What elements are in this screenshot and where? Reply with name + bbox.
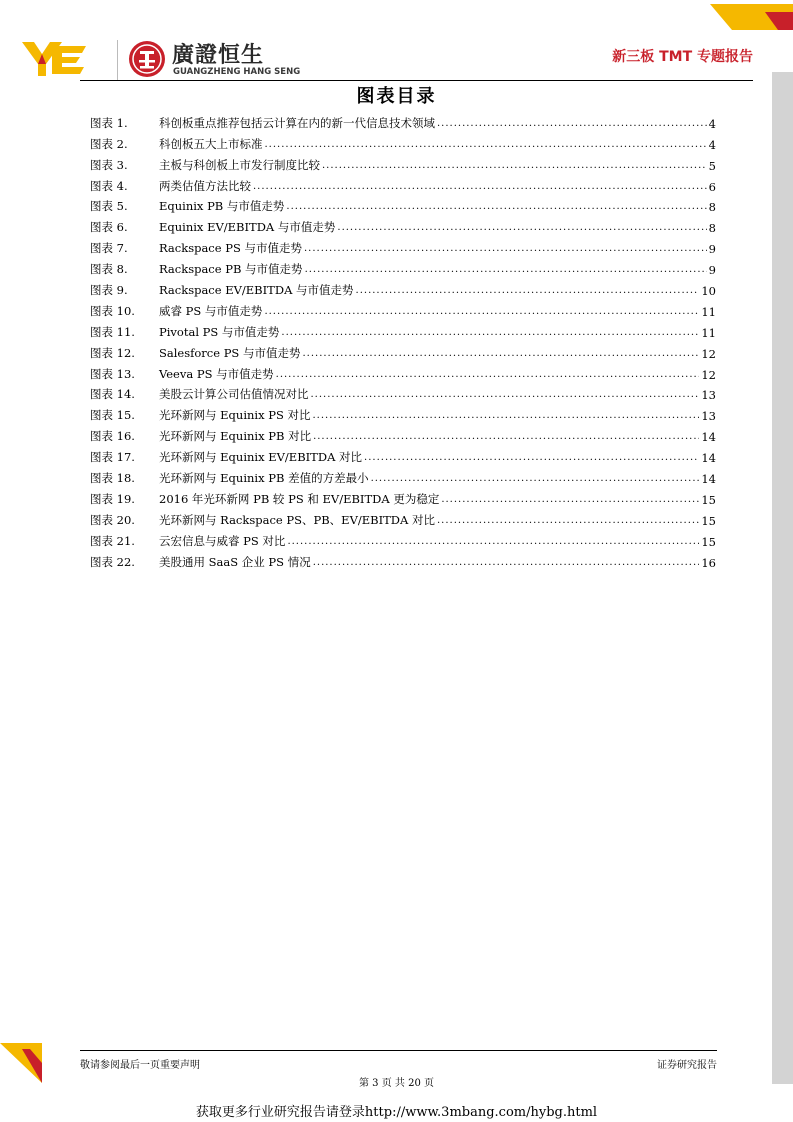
toc-entry-page: 5: [708, 158, 716, 173]
toc-leader-dots: [364, 451, 699, 465]
toc-entry-number: 图表 11.: [90, 324, 135, 339]
toc-entry-number: 图表 2.: [90, 136, 128, 151]
toc-entry-page: 14: [701, 430, 716, 445]
toc-entry-page: 16: [701, 555, 716, 570]
hang-seng-seal-icon: [128, 40, 166, 78]
toc-entry-title: 两类估值方法比较: [159, 178, 251, 193]
toc-entry-number: 图表 10.: [90, 303, 135, 318]
toc-entry-page: 4: [708, 116, 716, 131]
toc-leader-dots: [437, 117, 707, 131]
footer-disclaimer: 敬请参阅最后一页重要声明: [80, 1060, 200, 1071]
toc-leader-dots: [313, 430, 699, 444]
toc-entry-number: 图表 3.: [90, 157, 128, 172]
toc-entry[interactable]: [90, 361, 716, 382]
toc-leader-dots: [322, 159, 707, 173]
toc-entry-number: 图表 13.: [90, 366, 135, 381]
toc-entry-page: 9: [708, 242, 716, 257]
toc-leader-dots: [311, 388, 700, 402]
toc-entry-title: 光环新网与 Equinix PB 差值的方差最小: [159, 471, 369, 486]
toc-entry[interactable]: [90, 131, 716, 152]
table-of-figures: [90, 110, 716, 570]
toc-entry[interactable]: [90, 423, 716, 444]
toc-entry-title: 美股通用 SaaS 企业 PS 情况: [159, 554, 311, 569]
ye-logo-icon: [22, 42, 86, 76]
header-divider: [80, 80, 753, 81]
toc-entry-number: 图表 7.: [90, 241, 128, 256]
toc-leader-dots: [337, 221, 706, 235]
toc-leader-dots: [253, 180, 707, 194]
toc-entry-number: 图表 17.: [90, 450, 135, 465]
toc-entry-title: Rackspace PB 与市值走势: [159, 262, 303, 277]
toc-entry-number: 图表 22.: [90, 554, 135, 569]
toc-entry-number: 图表 19.: [90, 491, 135, 506]
page-number: 第 3 页 共 20 页: [359, 1078, 434, 1089]
toc-entry[interactable]: [90, 110, 716, 131]
toc-entry-number: 图表 12.: [90, 345, 135, 360]
download-link-text[interactable]: 获取更多行业研究报告请登录http://www.3mbang.com/hybg.html: [195, 1105, 598, 1120]
toc-entry-title: Salesforce PS 与市值走势: [159, 345, 301, 360]
toc-entry-title: 光环新网与 Equinix PB 对比: [159, 429, 312, 444]
footer-report-type: 证券研究报告: [657, 1060, 717, 1071]
toc-entry-title: 2016 年光环新网 PB 较 PS 和 EV/EBITDA 更为稳定: [159, 491, 440, 506]
toc-entry-page: 12: [701, 346, 716, 361]
toc-entry[interactable]: [90, 507, 716, 528]
toc-entry-page: 14: [701, 472, 716, 487]
toc-entry-page: 13: [701, 388, 716, 403]
toc-entry-title: 科创板重点推荐包括云计算在内的新一代信息技术领域: [159, 115, 435, 130]
toc-entry-title: Rackspace EV/EBITDA 与市值走势: [159, 283, 354, 298]
toc-leader-dots: [371, 472, 700, 486]
toc-entry-page: 15: [701, 513, 716, 528]
toc-entry-number: 图表 14.: [90, 387, 135, 402]
toc-entry[interactable]: [90, 256, 716, 277]
side-bar-decoration: [772, 72, 793, 1084]
toc-entry-number: 图表 6.: [90, 220, 128, 235]
toc-entry-title: 主板与科创板上市发行制度比较: [159, 157, 320, 172]
toc-entry-page: 11: [701, 325, 716, 340]
toc-leader-dots: [265, 138, 707, 152]
corner-decoration-top-right: [710, 4, 793, 30]
toc-leader-dots: [437, 514, 699, 528]
toc-entry-page: 10: [701, 284, 716, 299]
toc-entry-page: 11: [701, 304, 716, 319]
toc-entry[interactable]: [90, 549, 716, 570]
toc-entry[interactable]: [90, 382, 716, 403]
toc-leader-dots: [313, 556, 700, 570]
toc-leader-dots: [276, 368, 700, 382]
toc-entry-number: 图表 15.: [90, 408, 135, 423]
toc-entry-title: 光环新网与 Equinix PS 对比: [159, 408, 311, 423]
toc-entry[interactable]: [90, 173, 716, 194]
logo-english-name: GUANGZHENG HANG SENG: [173, 67, 301, 77]
toc-leader-dots: [302, 347, 699, 361]
toc-leader-dots: [264, 305, 699, 319]
page-title: 图表目录: [356, 86, 437, 107]
toc-entry[interactable]: [90, 235, 716, 256]
toc-entry-page: 13: [701, 409, 716, 424]
toc-entry[interactable]: [90, 298, 716, 319]
toc-leader-dots: [286, 200, 706, 214]
toc-entry-title: Pivotal PS 与市值走势: [159, 324, 280, 339]
toc-leader-dots: [441, 493, 699, 507]
toc-entry-title: 科创板五大上市标准: [159, 136, 263, 151]
toc-entry-page: 15: [701, 492, 716, 507]
toc-entry-page: 8: [708, 221, 716, 236]
report-title: 新三板 TMT 专题报告: [612, 49, 753, 65]
toc-entry[interactable]: [90, 444, 716, 465]
toc-entry-number: 图表 21.: [90, 533, 135, 548]
toc-entry[interactable]: [90, 152, 716, 173]
toc-entry[interactable]: [90, 319, 716, 340]
toc-entry[interactable]: [90, 340, 716, 361]
toc-entry-page: 4: [708, 137, 716, 152]
toc-entry-number: 图表 8.: [90, 262, 128, 277]
toc-entry[interactable]: [90, 277, 716, 298]
toc-entry-page: 15: [701, 534, 716, 549]
toc-entry-title: 美股云计算公司估值情况对比: [159, 387, 309, 402]
toc-entry[interactable]: [90, 194, 716, 215]
toc-entry-title: 光环新网与 Equinix EV/EBITDA 对比: [159, 450, 363, 465]
toc-entry-title: Equinix PB 与市值走势: [159, 199, 285, 214]
toc-leader-dots: [281, 326, 699, 340]
toc-entry[interactable]: [90, 528, 716, 549]
toc-entry-number: 图表 16.: [90, 429, 135, 444]
toc-entry-page: 12: [701, 367, 716, 382]
toc-leader-dots: [356, 284, 700, 298]
toc-entry[interactable]: [90, 214, 716, 235]
toc-leader-dots: [313, 409, 700, 423]
toc-entry-number: 图表 1.: [90, 115, 128, 130]
toc-entry-number: 图表 20.: [90, 512, 135, 527]
toc-entry[interactable]: [90, 402, 716, 423]
logo-divider: [117, 40, 118, 80]
toc-entry-title: 云宏信息与威睿 PS 对比: [159, 533, 286, 548]
toc-leader-dots: [287, 535, 699, 549]
toc-entry-title: 光环新网与 Rackspace PS、PB、EV/EBITDA 对比: [159, 512, 435, 527]
toc-entry-title: Rackspace PS 与市值走势: [159, 241, 302, 256]
toc-entry-number: 图表 4.: [90, 178, 128, 193]
toc-entry-title: Veeva PS 与市值走势: [159, 366, 274, 381]
toc-leader-dots: [304, 242, 707, 256]
toc-leader-dots: [305, 263, 707, 277]
toc-entry-title: 威睿 PS 与市值走势: [159, 303, 263, 318]
toc-entry-page: 9: [708, 263, 716, 278]
toc-entry-title: Equinix EV/EBITDA 与市值走势: [159, 220, 336, 235]
footer-divider: [80, 1050, 717, 1051]
toc-entry-number: 图表 9.: [90, 283, 128, 298]
toc-entry-page: 14: [701, 451, 716, 466]
toc-entry-page: 6: [708, 179, 716, 194]
toc-entry[interactable]: [90, 486, 716, 507]
toc-entry[interactable]: [90, 465, 716, 486]
toc-entry-number: 图表 5.: [90, 199, 128, 214]
toc-entry-number: 图表 18.: [90, 471, 135, 486]
toc-entry-page: 8: [708, 200, 716, 215]
logo-chinese-name: 廣證恒生: [172, 43, 265, 68]
company-logo: [22, 38, 301, 82]
